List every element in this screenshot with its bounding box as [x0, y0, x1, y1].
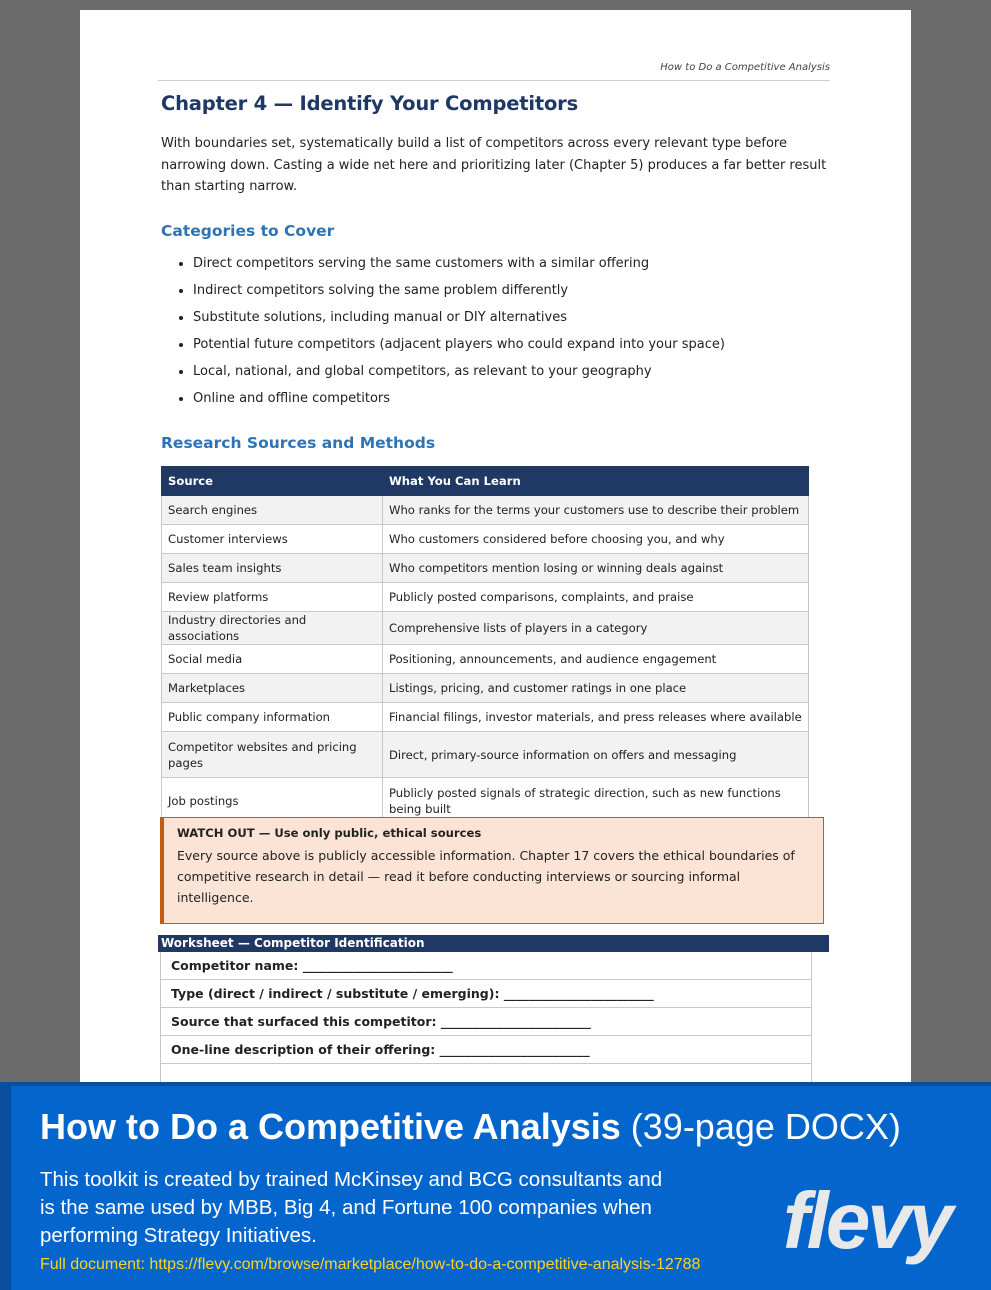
promo-banner	[0, 1082, 991, 1290]
banner-top-edge	[0, 1082, 991, 1086]
list-item: • Direct competitors serving the same customers with a similar offering	[193, 254, 725, 281]
learn-cell: Financial filings, investor materials, and press releases where available	[383, 703, 809, 732]
document-page	[80, 10, 911, 1085]
research-sources-table	[161, 466, 809, 824]
list-item: • Indirect competitors solving the same problem differently	[193, 281, 725, 308]
banner-title-paren: (39-page DOCX)	[630, 1106, 901, 1147]
table-row	[162, 496, 809, 525]
flevy-logo: flevy	[783, 1176, 951, 1265]
learn-cell: Positioning, announcements, and audience engagement	[383, 645, 809, 674]
source-cell: Competitor websites and pricing pages	[162, 732, 383, 778]
chapter-title: Chapter 4 — Identify Your Competitors	[161, 92, 578, 115]
source-cell: Public company information	[162, 703, 383, 732]
source-cell: Job postings	[162, 778, 383, 824]
worksheet-field: Source that surfaced this competitor: ________________________	[161, 1008, 811, 1036]
learn-cell: Publicly posted comparisons, complaints, and praise	[383, 583, 809, 612]
worksheet-field: One-line description of their offering: ________________________	[161, 1036, 811, 1064]
worksheet-field: Competitor name: ________________________	[161, 952, 811, 980]
source-cell: Review platforms	[162, 583, 383, 612]
table-row	[162, 732, 809, 778]
learn-cell: Who customers considered before choosing you, and why	[383, 525, 809, 554]
banner-left-edge	[0, 1082, 11, 1290]
learn-cell: Comprehensive lists of players in a category	[383, 612, 809, 645]
chapter-intro: With boundaries set, systematically build a list of competitors across every relevant type before narrowing down. Casting a wide net here and prioritizing later (Chapter 5) produces a far better result than starting narrow.	[161, 136, 827, 194]
learn-cell: Listings, pricing, and customer ratings in one place	[383, 674, 809, 703]
worksheet-form	[160, 952, 812, 1085]
table-row	[162, 645, 809, 674]
list-item: • Online and offline competitors	[193, 389, 725, 416]
callout-title: WATCH OUT — Use only public, ethical sources	[177, 826, 482, 840]
table-row	[162, 674, 809, 703]
table-row	[162, 525, 809, 554]
running-header: How to Do a Competitive Analysis	[158, 62, 830, 81]
source-cell: Sales team insights	[162, 554, 383, 583]
worksheet-title: Worksheet — Competitor Identification	[158, 935, 829, 952]
table-row	[162, 612, 809, 645]
column-header-source: Source	[162, 467, 383, 496]
table-row	[162, 554, 809, 583]
learn-cell: Who competitors mention losing or winning deals against	[383, 554, 809, 583]
full-document-link[interactable]: Full document: https://flevy.com/browse/marketplace/how-to-do-a-competitive-analysis-12788	[40, 1256, 701, 1273]
banner-title	[40, 1106, 901, 1148]
learn-cell: Publicly posted signals of strategic direction, such as new functions being built	[383, 778, 809, 824]
source-cell: Industry directories and associations	[162, 612, 383, 645]
source-cell: Customer interviews	[162, 525, 383, 554]
banner-title-bold: How to Do a Competitive Analysis	[40, 1106, 621, 1147]
source-cell: Search engines	[162, 496, 383, 525]
banner-description: This toolkit is created by trained McKinsey and BCG consultants and is the same used by MBB, Big 4, and Fortune 100 companies when performing Strategy Initiatives.	[40, 1168, 663, 1247]
callout-body: Every source above is publicly accessible information. Chapter 17 covers the ethical boundaries of competitive research in detail — read it before conducting interviews or sourcing informal intelligence.	[177, 848, 795, 905]
table-row	[162, 583, 809, 612]
column-header-learn: What You Can Learn	[383, 467, 809, 496]
list-item: • Substitute solutions, including manual or DIY alternatives	[193, 308, 725, 335]
source-cell: Marketplaces	[162, 674, 383, 703]
watch-out-callout	[160, 817, 824, 924]
table-header-row	[162, 467, 809, 496]
learn-cell: Direct, primary-source information on offers and messaging	[383, 732, 809, 778]
research-heading: Research Sources and Methods	[161, 434, 436, 452]
learn-cell: Who ranks for the terms your customers use to describe their problem	[383, 496, 809, 525]
worksheet-field: Type (direct / indirect / substitute / emerging): ________________________	[161, 980, 811, 1008]
categories-heading: Categories to Cover	[161, 222, 335, 240]
table-row	[162, 703, 809, 732]
source-cell: Social media	[162, 645, 383, 674]
categories-list	[174, 254, 725, 416]
list-item: • Potential future competitors (adjacent players who could expand into your space)	[193, 335, 725, 362]
list-item: • Local, national, and global competitors, as relevant to your geography	[193, 362, 725, 389]
